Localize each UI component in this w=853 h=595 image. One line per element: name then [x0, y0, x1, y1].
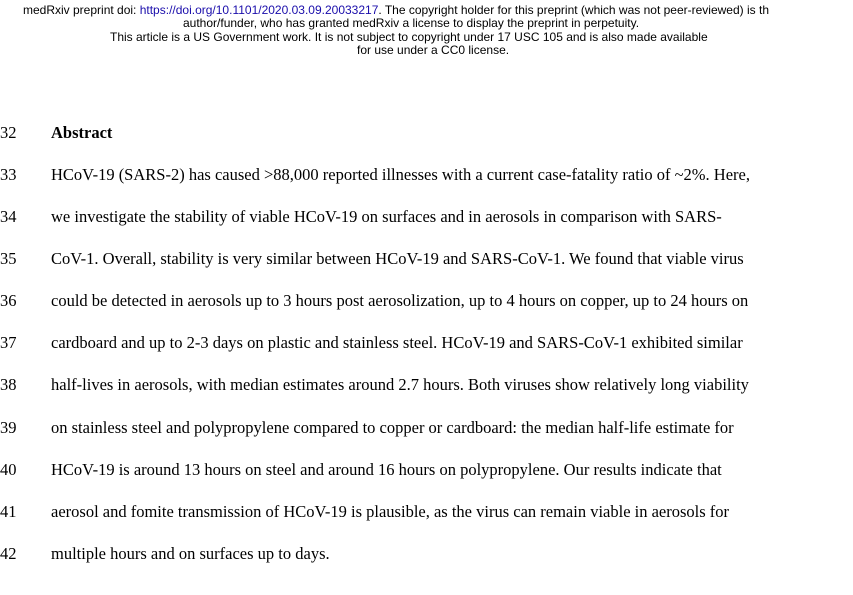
abstract-heading: Abstract [51, 123, 113, 142]
header-line-4: for use under a CC0 license. [357, 43, 510, 57]
line-number: 35 [0, 249, 17, 268]
line-number: 32 [0, 123, 17, 142]
header-line-1 [23, 3, 769, 17]
line-number: 33 [0, 165, 17, 184]
line-text: aerosol and fomite transmission of HCoV-19 is plausible, as the virus can remain viable in aerosols for [51, 502, 730, 521]
document-line [0, 122, 853, 144]
document-line [0, 374, 853, 396]
line-number: 36 [0, 291, 17, 310]
document-line [0, 332, 853, 354]
document-line [0, 164, 853, 186]
document-line [0, 248, 853, 270]
header-copyright-text: . The copyright holder for this preprint (which was not peer-reviewed) is th [378, 3, 769, 17]
doi-link[interactable]: https://doi.org/10.1101/2020.03.09.20033217 [139, 3, 379, 17]
line-number: 37 [0, 333, 17, 352]
document-line [0, 543, 853, 565]
line-text: HCoV-19 (SARS-2) has caused >88,000 reported illnesses with a current case-fatality ratio of ~2%. Here, [51, 165, 750, 184]
line-number: 42 [0, 544, 17, 563]
line-number: 39 [0, 418, 17, 437]
line-text: half-lives in aerosols, with median estimates around 2.7 hours. Both viruses show relatively long viability [51, 375, 749, 394]
line-text: could be detected in aerosols up to 3 hours post aerosolization, up to 4 hours on copper, up to 24 hours on [51, 291, 749, 310]
document-line [0, 206, 853, 228]
line-number: 34 [0, 207, 17, 226]
document-line [0, 459, 853, 481]
line-text: HCoV-19 is around 13 hours on steel and around 16 hours on polypropylene. Our results indicate that [51, 460, 722, 479]
line-text: multiple hours and on surfaces up to days. [51, 544, 330, 563]
line-text: we investigate the stability of viable HCoV-19 on surfaces and in aerosols in comparison with SARS- [51, 207, 722, 226]
line-number: 40 [0, 460, 17, 479]
line-text: on stainless steel and polypropylene compared to copper or cardboard: the median half-life estimate for [51, 418, 734, 437]
line-text: cardboard and up to 2-3 days on plastic and stainless steel. HCoV-19 and SARS-CoV-1 exhibited similar [51, 333, 743, 352]
line-text: CoV-1. Overall, stability is very similar between HCoV-19 and SARS-CoV-1. We found that viable virus [51, 249, 744, 268]
document-line [0, 501, 853, 523]
line-number: 38 [0, 375, 17, 394]
document-line [0, 417, 853, 439]
line-number: 41 [0, 502, 17, 521]
document-line [0, 290, 853, 312]
header-doi-prefix: medRxiv preprint doi: [23, 3, 140, 17]
header-line-2: author/funder, who has granted medRxiv a license to display the preprint in perpetuity. [183, 16, 640, 30]
header-line-3: This article is a US Government work. It is not subject to copyright under 17 USC 105 and is also made available [110, 30, 708, 44]
